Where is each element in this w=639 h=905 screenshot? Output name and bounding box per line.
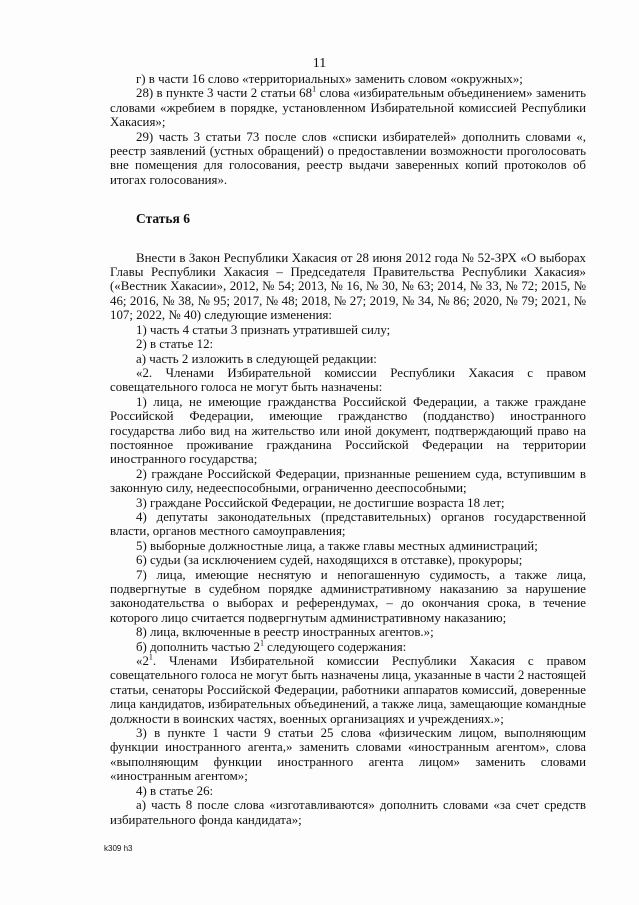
paragraph: 3) граждане Российской Федерации, не достигшие возраста 18 лет; <box>136 495 505 510</box>
paragraph: а) часть 2 изложить в следующей редакции: <box>136 351 377 366</box>
paragraph: 1) лица, не имеющие гражданства Российской Федерации, а также граждане Российской Федерации, имеющие гражданство (подданство) иностранного государства либо вид на жительство или иной документ, подтверждающий право на постоянное проживание гражданина Российской Федерации на территории иностранного государства; <box>110 394 586 467</box>
paragraph: г) в части 16 слово «территориальных» заменить словом «окружных»; <box>136 72 523 86</box>
paragraph: 29) часть 3 статьи 73 после слов «списки избирателей» дополнить словами «, реестр заявлений (устных обращений) о предоставлении возможности проголосовать вне помещения для голосования, реестр выдачи заверенных копий протоколов об итогах голосования». <box>110 129 586 187</box>
paragraph: б) дополнить частью $2^1$ следующего содержания: <box>136 638 407 654</box>
paragraph: Внести в Закон Республики Хакасия от 28 июня 2012 года № 52-ЗРХ «О выборах Главы Республики Хакасия – Председателя Правительства Республики Хакасия» («Вестник Хакасии», 2012, № 54; 2013, № 16, № 30, № 63; 2014, № 33, № 72; 2015, № 46; 2016, № 38, № 95; 2017, № 48; 2018, № 27; 2019, № 34, № 86; 2020, № 79; 2021, № 107; 2022, № 40) следующие изменения: <box>110 250 586 323</box>
paragraph: 6) судьи (за исключением судей, находящихся в отставке), прокуроры; <box>136 553 523 568</box>
paragraph: 2) граждане Российской Федерации, признанные решением суда, вступившим в законную силу, недееспособными, ограниченно дееспособными; <box>110 466 586 496</box>
document-body <box>110 72 586 827</box>
paragraph: «2. Членами Избирательной комиссии Республики Хакасия с правом совещательного голоса не могут быть назначены: <box>110 365 586 395</box>
paragraph: 8) лица, включенные в реестр иностранных агентов.»; <box>136 625 434 640</box>
article-heading: Статья 6 <box>136 211 190 227</box>
page-number: 11 <box>312 56 327 71</box>
paragraph: «$2^1$. Членами Избирательной комиссии Республики Хакасия с правом совещательного голоса не могут быть назначены лица, указанные в части 2 настоящей статьи, сенаторы Российской Федерации, работники аппаратов комиссий, доверенные лица кандидатов, избирательных объединений, а также лица, замещающие командные должности в воинских частях, военных организациях и учреждениях.»; <box>110 652 586 726</box>
paragraph: 28) в пункте 3 части 2 статьи $68^1$ слова «избирательным объединением» заменить словами «жребием в порядке, установленном Избирательной комиссией Республики Хакасия»; <box>110 85 586 130</box>
paragraph: а) часть 8 после слова «изготавливаются» дополнить словами «за счет средств избирательного фонда кандидата»; <box>110 798 586 827</box>
paragraph: 2) в статье 12: <box>136 337 214 352</box>
paragraph: 4) в статье 26: <box>136 783 214 798</box>
footer-code: k309 h3 <box>104 844 133 853</box>
paragraph: 3) в пункте 1 части 9 статьи 25 слова «физическим лицом, выполняющим функции иностранного агента,» заменить словами «иностранным агентом», слова «выполняющим функции иностранного агента лицом» заменить словами «иностранным агентом»; <box>110 726 586 784</box>
paragraph: 5) выборные должностные лица, а также главы местных администраций; <box>136 538 538 553</box>
paragraph: 4) депутаты законодательных (представительных) органов государственной власти, органов местного самоуправления; <box>110 509 586 539</box>
paragraph: 7) лица, имеющие неснятую и непогашенную судимость, а также лица, подвергнутые в судебном порядке административному наказанию за нарушение законодательства о выборах и референдумах, – до окончания срока, в течение которого лицо считается подвергнутым административному наказанию; <box>110 567 586 625</box>
paragraph: 1) часть 4 статьи 3 признать утратившей силу; <box>136 322 391 337</box>
